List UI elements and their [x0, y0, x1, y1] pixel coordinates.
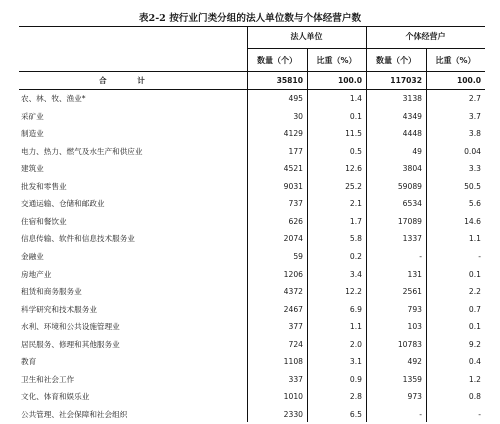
industry-name: 居民服务、修理和其他服务业 [21, 339, 120, 349]
legal-count-cell: 177 [288, 146, 303, 156]
individual-share-cell: 0.04 [464, 146, 481, 156]
legal-share-cell: 2.0 [349, 339, 362, 349]
legal-count-cell: 737 [288, 199, 303, 209]
legal-count-cell: 1206 [283, 269, 303, 279]
individual-share-cell: 0.1 [468, 322, 481, 332]
legal-share-cell: 1.7 [349, 216, 362, 226]
table-row [19, 266, 485, 284]
industry-name: 交通运输、仓储和邮政业 [21, 199, 105, 209]
legal-count-cell: 1010 [283, 392, 303, 402]
industry-name: 住宿和餐饮业 [21, 216, 67, 226]
individual-count-cell: 103 [407, 322, 422, 332]
legal-share-cell: 0.2 [349, 251, 362, 261]
legal-count-cell: 30 [293, 111, 303, 121]
individual-count-cell: 49 [412, 146, 422, 156]
table-row [19, 388, 485, 406]
legal-share-cell: 12.2 [345, 287, 362, 297]
table-row [19, 178, 485, 196]
individual-count-cell: 4349 [402, 111, 422, 121]
individual-count-cell: 793 [407, 304, 422, 314]
individual-share-cell: 3.3 [468, 164, 481, 174]
table-top-rule [19, 26, 485, 27]
table-row [19, 406, 485, 424]
legal-count-cell: 495 [288, 94, 303, 103]
individual-share-cell: 0.7 [468, 304, 481, 314]
legal-share-cell: 2.1 [349, 199, 362, 209]
table-row [19, 336, 485, 354]
table-row [19, 160, 485, 178]
legal-count-cell: 1108 [283, 357, 303, 367]
legal-share-cell: 6.9 [349, 304, 362, 314]
table-row [19, 108, 485, 126]
legal-count-cell: 9031 [283, 181, 303, 191]
individual-share-cell: 0.4 [468, 357, 481, 367]
industry-name: 文化、体育和娱乐业 [21, 392, 90, 402]
individual-count-cell: 1337 [402, 234, 422, 244]
individual-count-cell: 492 [407, 357, 422, 367]
header-legal-share: 比重（%） [316, 56, 357, 65]
industry-name: 租赁和商务服务业 [21, 287, 82, 297]
legal-count-cell: 2074 [283, 234, 303, 244]
legal-share-cell: 6.5 [349, 409, 362, 419]
industry-name: 水利、环境和公共设施管理业 [21, 322, 120, 332]
total-row [19, 72, 485, 90]
industry-name: 制造业 [21, 129, 44, 139]
legal-share-cell: 0.9 [349, 374, 362, 384]
individual-share-cell: 0.8 [468, 392, 481, 402]
legal-share-cell: 1.4 [349, 94, 362, 103]
table-row [19, 213, 485, 231]
table-title: 表2-2 按行业门类分组的法人单位数与个体经营户数 [138, 13, 362, 24]
industry-name: 科学研究和技术服务业 [21, 304, 97, 314]
legal-share-cell: 25.2 [345, 181, 362, 191]
legal-count-cell: 377 [288, 322, 303, 332]
statistics-table [19, 26, 485, 422]
legal-count-cell: 4372 [283, 287, 303, 297]
header-legal-units: 法人单位 [290, 32, 323, 41]
industry-name: 教育 [21, 357, 37, 367]
individual-count-cell: - [419, 409, 422, 419]
individual-count-cell: 59089 [397, 181, 422, 191]
legal-count-cell: 35810 [276, 76, 303, 85]
legal-share-cell: 5.8 [349, 234, 362, 244]
table-row [19, 90, 485, 108]
table-row [19, 371, 485, 389]
table-row [19, 143, 485, 161]
industry-name: 电力、热力、燃气及水生产和供应业 [21, 146, 143, 156]
individual-count-cell: 131 [407, 269, 422, 279]
individual-share-cell: 0.1 [468, 269, 481, 279]
individual-count-cell: 117032 [390, 76, 422, 85]
header-legal-count: 数量（个） [257, 56, 297, 65]
legal-share-cell: 2.8 [349, 392, 362, 402]
industry-name: 金融业 [21, 251, 44, 261]
individual-count-cell: 973 [407, 392, 422, 402]
legal-count-cell: 626 [288, 216, 303, 226]
legal-count-cell: 724 [288, 339, 303, 349]
individual-share-cell: 50.5 [464, 181, 481, 191]
industry-name: 合 计 [99, 76, 159, 85]
industry-name: 建筑业 [21, 164, 44, 174]
individual-share-cell: 3.8 [468, 129, 481, 139]
table-row [19, 230, 485, 248]
legal-count-cell: 337 [288, 374, 303, 384]
legal-share-cell: 0.5 [349, 146, 362, 156]
legal-share-cell: 11.5 [345, 129, 362, 139]
legal-share-cell: 0.1 [349, 111, 362, 121]
table-row [19, 301, 485, 319]
legal-share-cell: 100.0 [337, 76, 362, 85]
industry-name: 采矿业 [21, 111, 44, 121]
industry-name: 批发和零售业 [21, 181, 67, 191]
industry-name: 公共管理、社会保障和社会组织 [21, 409, 128, 419]
legal-count-cell: 4129 [283, 129, 303, 139]
individual-share-cell: - [478, 409, 481, 419]
individual-count-cell: 2561 [402, 287, 422, 297]
individual-share-cell: 1.1 [468, 234, 481, 244]
legal-share-cell: 12.6 [345, 164, 362, 174]
individual-share-cell: 5.6 [468, 199, 481, 209]
industry-name: 房地产业 [21, 269, 52, 279]
individual-share-cell: 2.2 [468, 287, 481, 297]
legal-count-cell: 59 [293, 251, 303, 261]
individual-count-cell: 1359 [402, 374, 422, 384]
legal-count-cell: 2330 [283, 409, 303, 419]
individual-count-cell: 17089 [397, 216, 422, 226]
individual-share-cell: 2.7 [468, 94, 481, 103]
industry-name: 信息传输、软件和信息技术服务业 [21, 234, 135, 244]
individual-count-cell: 3138 [402, 94, 422, 103]
header-individual-households: 个体经营户 [405, 32, 446, 41]
table-row [19, 125, 485, 143]
table-row [19, 353, 485, 371]
individual-share-cell: 1.2 [468, 374, 481, 384]
industry-name: 卫生和社会工作 [21, 374, 75, 384]
table-row [19, 248, 485, 266]
legal-count-cell: 4521 [283, 164, 303, 174]
individual-share-cell: 100.0 [456, 76, 481, 85]
individual-share-cell: - [478, 251, 481, 261]
legal-share-cell: 3.4 [349, 269, 362, 279]
legal-count-cell: 2467 [283, 304, 303, 314]
legal-share-cell: 1.1 [349, 322, 362, 332]
individual-count-cell: 3804 [402, 164, 422, 174]
individual-count-cell: 4448 [402, 129, 422, 139]
individual-count-cell: - [419, 251, 422, 261]
individual-share-cell: 14.6 [464, 216, 481, 226]
individual-share-cell: 9.2 [468, 339, 481, 349]
individual-share-cell: 3.7 [468, 111, 481, 121]
individual-count-cell: 6534 [402, 199, 422, 209]
header-individual-count: 数量（个） [376, 56, 416, 65]
table-row [19, 195, 485, 213]
header-individual-share: 比重（%） [435, 56, 476, 65]
individual-count-cell: 10783 [397, 339, 422, 349]
industry-name: 农、林、牧、渔业* [21, 94, 86, 103]
legal-share-cell: 3.1 [349, 357, 362, 367]
table-row [19, 318, 485, 336]
table-row [19, 283, 485, 301]
